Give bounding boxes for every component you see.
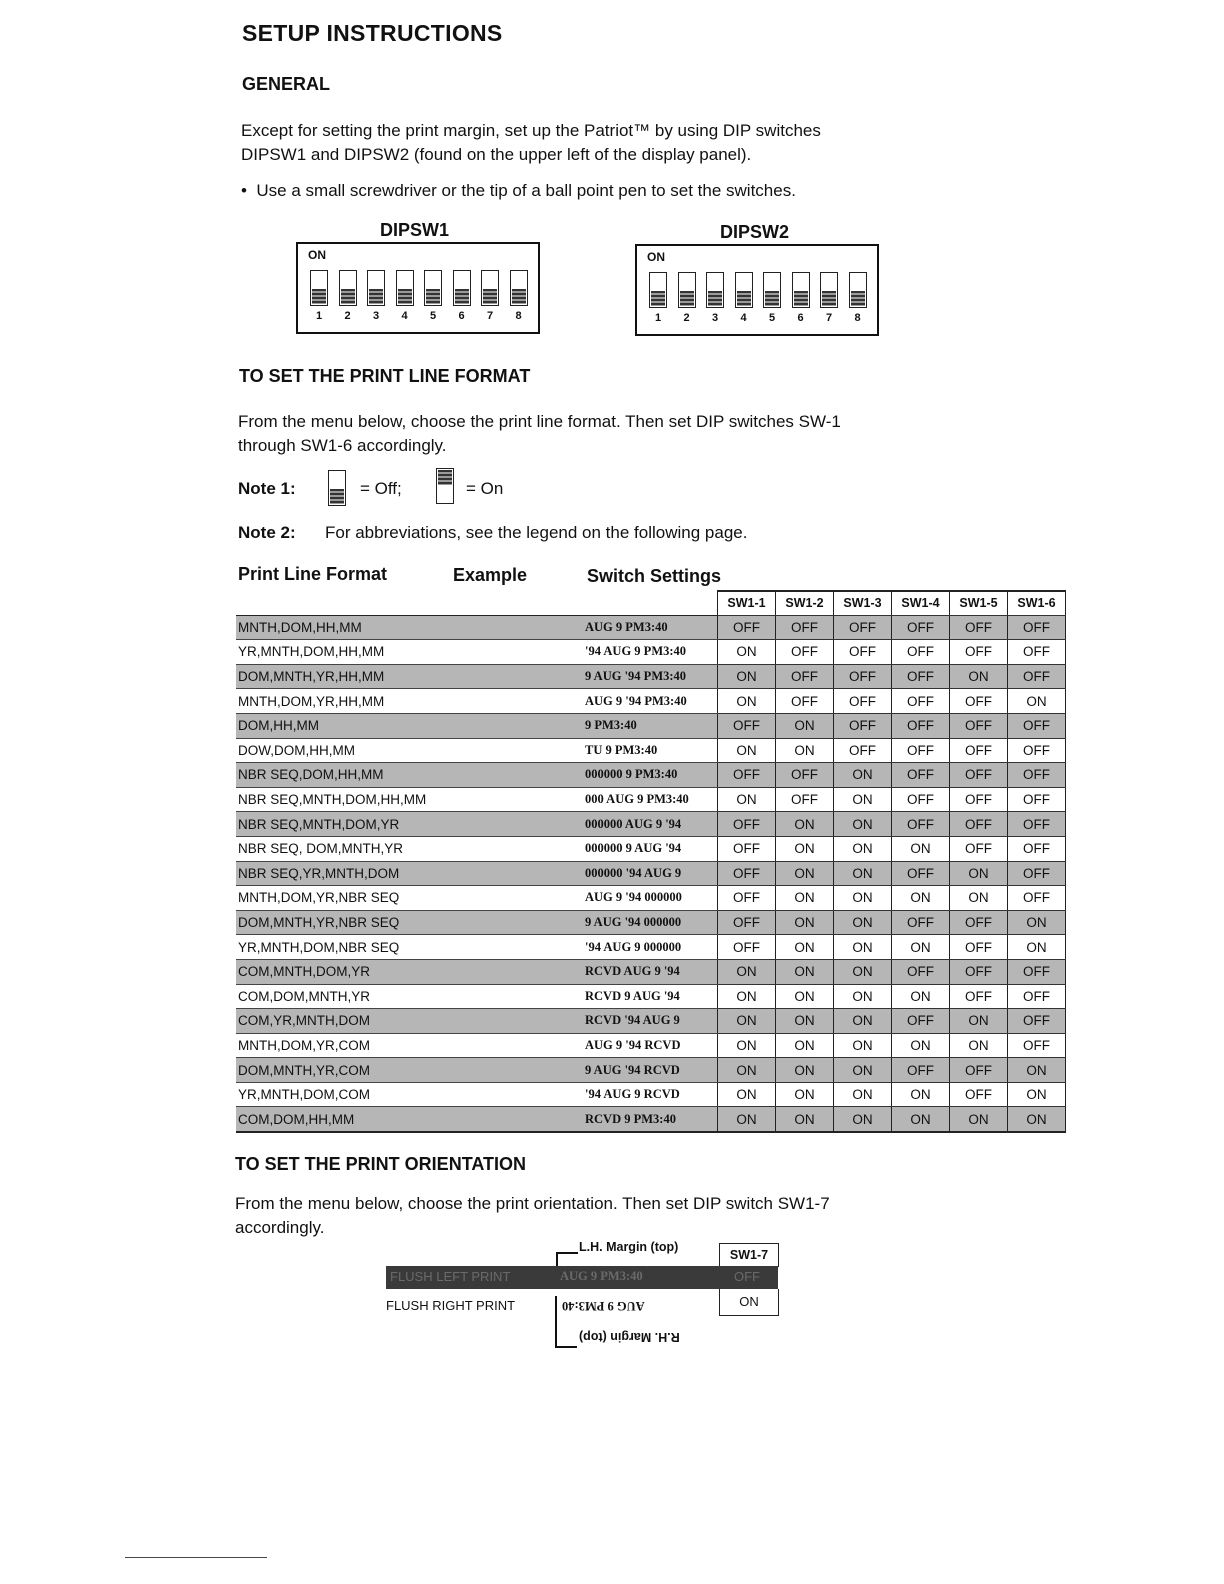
- on-switch-icon: [436, 468, 454, 504]
- switch-value-cell: OFF: [718, 812, 776, 837]
- example-cell: 9 AUG '94 000000: [585, 910, 718, 935]
- switch-value-cell: OFF: [950, 689, 1008, 714]
- print-line-paragraph-line1: From the menu below, choose the print line format. Then set DIP switches SW-1: [238, 412, 841, 431]
- switch-value-cell: ON: [892, 886, 950, 911]
- switch-value-cell: ON: [834, 861, 892, 886]
- example-cell: RCVD 9 PM3:40: [585, 1107, 718, 1132]
- dip-lever: [737, 291, 751, 306]
- switch-value-cell: OFF: [1008, 959, 1066, 984]
- format-cell: YR,MNTH,DOM,NBR SEQ: [236, 935, 585, 960]
- switch-value-cell: OFF: [776, 640, 834, 665]
- bullet-text: Use a small screwdriver or the tip of a ball point pen to set the switches.: [256, 181, 796, 200]
- switch-value-cell: ON: [776, 1058, 834, 1083]
- print-line-format-table: [236, 590, 1066, 1133]
- example-cell: TU 9 PM3:40: [585, 738, 718, 763]
- dip-switch-4: [735, 272, 753, 308]
- switch-value-cell: ON: [892, 1082, 950, 1107]
- switch-value-cell: ON: [1008, 1082, 1066, 1107]
- section-heading-print-line: TO SET THE PRINT LINE FORMAT: [239, 366, 531, 386]
- switch-value-cell: ON: [1008, 1107, 1066, 1132]
- dip-switch-number: 1: [654, 312, 662, 324]
- dip-switch-number: 3: [711, 312, 719, 324]
- header-spacer: [236, 591, 585, 615]
- switch-value-cell: ON: [1008, 1058, 1066, 1083]
- format-cell: MNTH,DOM,YR,NBR SEQ: [236, 886, 585, 911]
- switch-value-cell: OFF: [718, 910, 776, 935]
- dip-switch-7: [820, 272, 838, 308]
- switch-value-cell: ON: [776, 713, 834, 738]
- col-header-format: Print Line Format: [238, 564, 388, 584]
- table-row: [236, 1033, 1066, 1058]
- format-cell: MNTH,DOM,HH,MM: [236, 615, 585, 640]
- switch-value-cell: ON: [834, 787, 892, 812]
- switch-value-cell: OFF: [950, 1058, 1008, 1083]
- switch-value-cell: ON: [892, 836, 950, 861]
- format-cell: COM,MNTH,DOM,YR: [236, 959, 585, 984]
- dip-lever: [426, 289, 440, 304]
- switch-value-cell: ON: [950, 886, 1008, 911]
- flush-left-row: [386, 1266, 778, 1289]
- switch-header-cell: SW1-6: [1008, 591, 1066, 615]
- dip-switch-number: 7: [486, 310, 494, 322]
- switch-value-cell: ON: [834, 1082, 892, 1107]
- flush-left-label: FLUSH LEFT PRINT: [390, 1269, 511, 1284]
- table-row: [236, 836, 1066, 861]
- switch-value-cell: OFF: [834, 640, 892, 665]
- switch-value-cell: ON: [776, 812, 834, 837]
- switch-value-cell: ON: [718, 959, 776, 984]
- orientation-paragraph-line1: From the menu below, choose the print orientation. Then set DIP switch SW1-7: [235, 1194, 830, 1213]
- switch-value-cell: OFF: [718, 763, 776, 788]
- switch-value-cell: OFF: [950, 738, 1008, 763]
- example-cell: 000000 AUG 9 '94: [585, 812, 718, 837]
- dip-switch-number: 1: [315, 310, 323, 322]
- footnote-rule: [125, 1557, 267, 1558]
- lh-margin-leader: [556, 1252, 558, 1266]
- format-cell: MNTH,DOM,YR,HH,MM: [236, 689, 585, 714]
- table-row: [236, 763, 1066, 788]
- switch-value-cell: OFF: [892, 713, 950, 738]
- dip-lever: [312, 289, 326, 304]
- switch-value-cell: OFF: [718, 836, 776, 861]
- switch-value-cell: ON: [718, 640, 776, 665]
- example-cell: 9 AUG '94 PM3:40: [585, 664, 718, 689]
- switch-value-cell: ON: [718, 1082, 776, 1107]
- dipsw2-diagram: [635, 244, 879, 336]
- dip-lever: [455, 289, 469, 304]
- format-cell: DOM,HH,MM: [236, 713, 585, 738]
- switch-value-cell: OFF: [718, 615, 776, 640]
- dip-switch-number: 6: [797, 312, 804, 324]
- dip-switch-8: [849, 272, 867, 308]
- switch-value-cell: OFF: [776, 787, 834, 812]
- example-cell: RCVD AUG 9 '94: [585, 959, 718, 984]
- switch-value-cell: OFF: [1008, 812, 1066, 837]
- format-cell: NBR SEQ,DOM,HH,MM: [236, 763, 585, 788]
- format-cell: DOM,MNTH,YR,NBR SEQ: [236, 910, 585, 935]
- table-row: [236, 664, 1066, 689]
- switch-value-cell: OFF: [950, 935, 1008, 960]
- table-row: [236, 689, 1066, 714]
- dip-lever: [680, 291, 694, 306]
- switch-value-cell: ON: [892, 984, 950, 1009]
- switch-value-cell: ON: [834, 836, 892, 861]
- example-cell: AUG 9 '94 000000: [585, 886, 718, 911]
- switch-header-cell: SW1-2: [776, 591, 834, 615]
- table-row: [236, 640, 1066, 665]
- example-cell: '94 AUG 9 000000: [585, 935, 718, 960]
- switch-value-cell: ON: [776, 1009, 834, 1034]
- example-cell: 9 AUG '94 RCVD: [585, 1058, 718, 1083]
- table-row: [236, 812, 1066, 837]
- switch-value-cell: ON: [892, 1033, 950, 1058]
- switch-value-cell: ON: [834, 910, 892, 935]
- switch-value-cell: OFF: [950, 615, 1008, 640]
- switch-value-cell: ON: [718, 787, 776, 812]
- bullet-icon: •: [241, 181, 257, 200]
- example-cell: AUG 9 '94 PM3:40: [585, 689, 718, 714]
- dipsw1-title: DIPSW1: [380, 220, 450, 240]
- switch-value-cell: ON: [834, 1033, 892, 1058]
- dip-switch-number: 8: [854, 312, 861, 324]
- switch-value-cell: ON: [776, 861, 834, 886]
- dip-switch-number: 5: [429, 310, 437, 322]
- switch-header-cell: SW1-1: [718, 591, 776, 615]
- switch-value-cell: ON: [834, 1009, 892, 1034]
- dip-switch-3: [367, 270, 385, 306]
- switch-value-cell: OFF: [776, 763, 834, 788]
- format-cell: COM,YR,MNTH,DOM: [236, 1009, 585, 1034]
- dip-switch-number: 4: [740, 312, 747, 324]
- general-paragraph: [241, 119, 941, 167]
- header-spacer: [585, 591, 718, 615]
- switch-value-cell: OFF: [1008, 886, 1066, 911]
- switch-value-cell: ON: [834, 959, 892, 984]
- table-row: [236, 1107, 1066, 1132]
- switch-value-cell: OFF: [834, 664, 892, 689]
- switch-value-cell: OFF: [1008, 763, 1066, 788]
- switch-value-cell: OFF: [892, 763, 950, 788]
- switch-value-cell: ON: [950, 1009, 1008, 1034]
- example-cell: RCVD '94 AUG 9: [585, 1009, 718, 1034]
- dip-lever: [512, 289, 526, 304]
- switch-value-cell: ON: [950, 1033, 1008, 1058]
- col-header-example: Example: [453, 565, 528, 585]
- dipsw2-title: DIPSW2: [720, 222, 790, 242]
- format-cell: YR,MNTH,DOM,HH,MM: [236, 640, 585, 665]
- dip-switch-4: [396, 270, 414, 306]
- switch-value-cell: OFF: [892, 787, 950, 812]
- switch-value-cell: ON: [718, 738, 776, 763]
- general-paragraph-line1: Except for setting the print margin, set up the Patriot™ by using DIP switches: [241, 121, 821, 140]
- example-cell: AUG 9 PM3:40: [585, 615, 718, 640]
- dip-switch-8: [510, 270, 528, 306]
- format-cell: DOW,DOM,HH,MM: [236, 738, 585, 763]
- section-heading-general: GENERAL: [242, 74, 331, 94]
- switch-value-cell: ON: [834, 984, 892, 1009]
- general-bullet: [241, 179, 796, 203]
- dip-switch-5: [424, 270, 442, 306]
- note2-text: For abbreviations, see the legend on the following page.: [325, 523, 748, 542]
- switch-value-cell: OFF: [718, 935, 776, 960]
- switch-value-cell: OFF: [892, 640, 950, 665]
- table-row: [236, 886, 1066, 911]
- switch-value-cell: OFF: [950, 910, 1008, 935]
- dip-switch-number: 2: [344, 310, 351, 322]
- format-cell: NBR SEQ,MNTH,DOM,YR: [236, 812, 585, 837]
- example-cell: '94 AUG 9 PM3:40: [585, 640, 718, 665]
- page-title: SETUP INSTRUCTIONS: [242, 20, 503, 46]
- switch-value-cell: ON: [776, 1082, 834, 1107]
- dip-lever: [851, 291, 865, 306]
- switch-value-cell: ON: [1008, 910, 1066, 935]
- dip-switch-number: 3: [372, 310, 380, 322]
- switch-value-cell: OFF: [892, 738, 950, 763]
- dip-switch-5: [763, 272, 781, 308]
- table-row: [236, 984, 1066, 1009]
- dip-switch-6: [453, 270, 471, 306]
- sw1-7-header: SW1-7: [719, 1243, 779, 1267]
- col-header-switch-settings: Switch Settings: [587, 566, 722, 586]
- dip-switch-number: 4: [401, 310, 408, 322]
- table-row: [236, 1082, 1066, 1107]
- table-row: [236, 1058, 1066, 1083]
- rh-margin-label: R.H. Margin (top): [579, 1330, 680, 1344]
- rh-margin-leader-h: [555, 1346, 577, 1348]
- dip-switch-1: [649, 272, 667, 308]
- switch-value-cell: OFF: [718, 861, 776, 886]
- switch-value-cell: OFF: [834, 689, 892, 714]
- switch-value-cell: OFF: [892, 812, 950, 837]
- flush-right-example: AUG 9 PM3:40: [562, 1299, 645, 1313]
- dip-switch-2: [339, 270, 357, 306]
- format-cell: NBR SEQ,MNTH,DOM,HH,MM: [236, 787, 585, 812]
- switch-value-cell: OFF: [1008, 861, 1066, 886]
- dip-switch-number: 8: [515, 310, 522, 322]
- switch-value-cell: OFF: [950, 640, 1008, 665]
- dip-lever: [341, 289, 355, 304]
- format-cell: NBR SEQ,YR,MNTH,DOM: [236, 861, 585, 886]
- switch-value-cell: ON: [718, 689, 776, 714]
- dip-lever: [765, 291, 779, 306]
- switch-value-cell: OFF: [1008, 738, 1066, 763]
- dip-on-label: ON: [308, 248, 326, 262]
- format-cell: COM,DOM,HH,MM: [236, 1107, 585, 1132]
- flush-left-value: OFF: [734, 1269, 760, 1284]
- switch-value-cell: OFF: [1008, 615, 1066, 640]
- switch-value-cell: ON: [776, 886, 834, 911]
- switch-value-cell: ON: [776, 1107, 834, 1132]
- general-paragraph-line2: DIPSW1 and DIPSW2 (found on the upper left of the display panel).: [241, 145, 752, 164]
- table-row: [236, 935, 1066, 960]
- switch-value-cell: OFF: [950, 812, 1008, 837]
- note1-on-text: = On: [466, 479, 504, 498]
- switch-value-cell: OFF: [1008, 1009, 1066, 1034]
- off-switch-icon: [328, 470, 346, 506]
- switch-value-cell: OFF: [950, 984, 1008, 1009]
- table-row: [236, 959, 1066, 984]
- switch-value-cell: OFF: [892, 1009, 950, 1034]
- dip-lever: [794, 291, 808, 306]
- switch-value-cell: OFF: [776, 664, 834, 689]
- switch-value-cell: ON: [892, 1107, 950, 1132]
- dip-on-label: ON: [647, 250, 665, 264]
- switch-value-cell: OFF: [718, 713, 776, 738]
- format-cell: COM,DOM,MNTH,YR: [236, 984, 585, 1009]
- dip-switch-1: [310, 270, 328, 306]
- table-row: [236, 713, 1066, 738]
- example-cell: 000000 9 AUG '94: [585, 836, 718, 861]
- switch-header-cell: SW1-3: [834, 591, 892, 615]
- example-cell: 000000 '94 AUG 9: [585, 861, 718, 886]
- switch-value-cell: ON: [776, 984, 834, 1009]
- switch-header-cell: SW1-5: [950, 591, 1008, 615]
- table-row: [236, 1009, 1066, 1034]
- switch-value-cell: OFF: [834, 615, 892, 640]
- example-cell: 9 PM3:40: [585, 713, 718, 738]
- switch-value-cell: OFF: [950, 713, 1008, 738]
- table-row: [236, 615, 1066, 640]
- dip-lever: [398, 289, 412, 304]
- format-cell: YR,MNTH,DOM,COM: [236, 1082, 585, 1107]
- flush-right-value: ON: [719, 1289, 779, 1316]
- orientation-paragraph: [235, 1192, 940, 1240]
- flush-right-label: FLUSH RIGHT PRINT: [386, 1298, 516, 1313]
- switch-value-cell: ON: [776, 1033, 834, 1058]
- switch-value-cell: ON: [718, 1058, 776, 1083]
- switch-value-cell: ON: [950, 861, 1008, 886]
- switch-value-cell: ON: [776, 959, 834, 984]
- switch-value-cell: OFF: [776, 615, 834, 640]
- switch-value-cell: ON: [1008, 935, 1066, 960]
- dip-lever: [708, 291, 722, 306]
- switch-value-cell: ON: [892, 935, 950, 960]
- switch-value-cell: OFF: [892, 664, 950, 689]
- switch-value-cell: ON: [718, 1009, 776, 1034]
- format-cell: NBR SEQ, DOM,MNTH,YR: [236, 836, 585, 861]
- switch-value-cell: OFF: [834, 713, 892, 738]
- switch-value-cell: ON: [776, 935, 834, 960]
- switch-value-cell: OFF: [834, 738, 892, 763]
- switch-value-cell: ON: [834, 935, 892, 960]
- switch-value-cell: ON: [718, 984, 776, 1009]
- switch-value-cell: ON: [834, 1107, 892, 1132]
- switch-value-cell: ON: [776, 738, 834, 763]
- table-header-row: [236, 591, 1066, 615]
- switch-value-cell: OFF: [950, 836, 1008, 861]
- switch-value-cell: ON: [834, 812, 892, 837]
- dip-switch-6: [792, 272, 810, 308]
- switch-value-cell: ON: [718, 1107, 776, 1132]
- dip-lever: [651, 291, 665, 306]
- switch-value-cell: OFF: [892, 959, 950, 984]
- table-row: [236, 787, 1066, 812]
- dip-switch-number: 5: [768, 312, 776, 324]
- switch-value-cell: OFF: [892, 615, 950, 640]
- flush-left-example: AUG 9 PM3:40: [560, 1269, 643, 1283]
- dip-switch-number: 2: [683, 312, 690, 324]
- print-line-paragraph-line2: through SW1-6 accordingly.: [238, 436, 447, 455]
- switch-value-cell: ON: [950, 664, 1008, 689]
- dip-switch-3: [706, 272, 724, 308]
- switch-value-cell: OFF: [950, 763, 1008, 788]
- format-cell: DOM,MNTH,YR,COM: [236, 1058, 585, 1083]
- switch-header-cell: SW1-4: [892, 591, 950, 615]
- lh-margin-leader-h: [556, 1252, 578, 1254]
- dip-lever: [822, 291, 836, 306]
- table-row: [236, 910, 1066, 935]
- dip-lever: [483, 289, 497, 304]
- switch-value-cell: ON: [834, 763, 892, 788]
- example-cell: RCVD 9 AUG '94: [585, 984, 718, 1009]
- table-row: [236, 738, 1066, 763]
- section-heading-orientation: TO SET THE PRINT ORIENTATION: [235, 1154, 527, 1174]
- switch-value-cell: OFF: [776, 689, 834, 714]
- dip-switch-number: 6: [458, 310, 465, 322]
- switch-value-cell: ON: [776, 910, 834, 935]
- dip-switch-number: 7: [825, 312, 833, 324]
- switch-value-cell: ON: [776, 836, 834, 861]
- table-row: [236, 861, 1066, 886]
- switch-value-cell: OFF: [950, 959, 1008, 984]
- switch-value-cell: OFF: [892, 1058, 950, 1083]
- switch-value-cell: OFF: [718, 886, 776, 911]
- switch-value-cell: ON: [1008, 689, 1066, 714]
- switch-value-cell: ON: [834, 1058, 892, 1083]
- note1-off-text: = Off;: [360, 479, 402, 498]
- dip-lever: [369, 289, 383, 304]
- note2-label: Note 2:: [238, 523, 296, 542]
- example-cell: AUG 9 '94 RCVD: [585, 1033, 718, 1058]
- note1-label: Note 1:: [238, 479, 296, 498]
- example-cell: '94 AUG 9 RCVD: [585, 1082, 718, 1107]
- dip-switch-7: [481, 270, 499, 306]
- switch-value-cell: OFF: [892, 910, 950, 935]
- switch-value-cell: ON: [834, 886, 892, 911]
- switch-value-cell: OFF: [1008, 984, 1066, 1009]
- print-line-paragraph: [238, 410, 943, 458]
- lh-margin-label: L.H. Margin (top): [579, 1240, 679, 1254]
- switch-value-cell: OFF: [1008, 836, 1066, 861]
- switch-value-cell: OFF: [892, 689, 950, 714]
- example-cell: 000 AUG 9 PM3:40: [585, 787, 718, 812]
- example-cell: 000000 9 PM3:40: [585, 763, 718, 788]
- format-cell: DOM,MNTH,YR,HH,MM: [236, 664, 585, 689]
- switch-value-cell: ON: [950, 1107, 1008, 1132]
- switch-value-cell: OFF: [892, 861, 950, 886]
- switch-value-cell: OFF: [1008, 787, 1066, 812]
- switch-value-cell: OFF: [1008, 1033, 1066, 1058]
- rh-margin-leader: [555, 1296, 557, 1348]
- switch-value-cell: ON: [718, 1033, 776, 1058]
- switch-value-cell: OFF: [1008, 713, 1066, 738]
- dipsw1-diagram: [296, 242, 540, 334]
- switch-value-cell: ON: [718, 664, 776, 689]
- switch-value-cell: OFF: [950, 787, 1008, 812]
- switch-value-cell: OFF: [1008, 640, 1066, 665]
- format-cell: MNTH,DOM,YR,COM: [236, 1033, 585, 1058]
- switch-value-cell: OFF: [950, 1082, 1008, 1107]
- switch-value-cell: OFF: [1008, 664, 1066, 689]
- orientation-paragraph-line2: accordingly.: [235, 1218, 325, 1237]
- dip-switch-2: [678, 272, 696, 308]
